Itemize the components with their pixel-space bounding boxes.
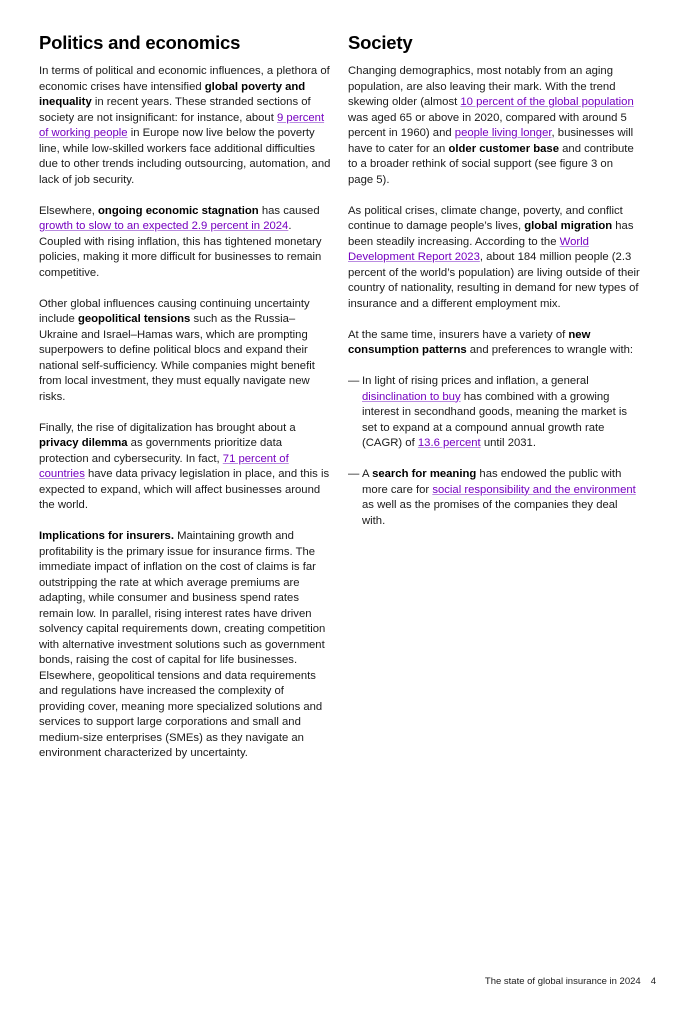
paragraph-implications <box>39 529 331 762</box>
text: , businesses will have to cater for an <box>348 127 634 155</box>
paragraph-geopolitical <box>39 297 331 406</box>
text: such as the Russia–Ukraine and Israel–Hamas wars, which are prompting superpowers to define political blocs and expand their national self-sufficiency. While companies might benefit from local investment, they must equally navigate new risks. <box>39 313 315 403</box>
dash-bullet: — <box>348 375 360 387</box>
link-working-people[interactable]: 9 percent of working people <box>39 111 325 139</box>
text: In light of rising prices and inflation, a general <box>362 375 589 387</box>
list-item-disinclination <box>348 374 640 452</box>
dash-bullet: — <box>348 468 360 480</box>
text: in Europe now live below the poverty line, while low-skilled workers face additional difficulties due to other trends including outsourcing, automation, and lack of job security. <box>39 127 331 186</box>
section-heading-politics: Politics and economics <box>39 32 241 53</box>
text: was aged 65 or above in 2020, compared with around 5 percent in 1960) and <box>348 111 627 139</box>
text: as well as the promises of the companies they deal with. <box>362 499 618 527</box>
section-heading-society: Society <box>348 32 413 53</box>
text: , about 184 million people (2.3 percent of the world’s population) are living outside of their country of nationality, resulting in demand for new types of insurance and a different employment mix. <box>348 251 640 310</box>
link-social-responsibility[interactable]: social responsibility and the environment <box>432 483 636 496</box>
text: and preferences to wrangle with: <box>466 344 634 356</box>
text: At the same time, insurers have a variety of <box>348 328 569 341</box>
page-number: 4 <box>650 976 656 987</box>
text: and contribute to a broader rethink of social support (see figure 3 on page 5). <box>348 142 634 186</box>
bold-text: privacy dilemma <box>39 437 128 449</box>
text: Changing demographics, most notably from an aging population, are also leaving their mark. With the trend skewing older (almost <box>348 65 616 108</box>
link-privacy-countries[interactable]: 71 percent of countries <box>39 452 289 480</box>
link-world-development-report[interactable]: World Development Report 2023 <box>348 235 589 263</box>
footer-title: The state of global insurance in 2024 <box>484 976 641 987</box>
page-footer <box>485 976 656 987</box>
bold-text: global migration <box>524 220 613 232</box>
paragraph-migration <box>348 204 640 313</box>
text: as governments prioritize data protection and cybersecurity. In fact, <box>39 437 283 465</box>
link-global-population[interactable]: 10 percent of the global population <box>460 96 634 108</box>
text: has been steadily increasing. According to the <box>348 220 634 248</box>
link-growth-forecast[interactable]: growth to slow to an expected 2.9 percent in 2024 <box>39 220 289 232</box>
bold-text: search for meaning <box>372 468 477 480</box>
bold-text: geopolitical tensions <box>77 313 191 325</box>
text: Finally, the rise of digitalization has brought about a <box>39 421 296 434</box>
paragraph-poverty <box>39 64 331 188</box>
link-people-living-longer[interactable]: people living longer <box>454 127 552 139</box>
text: has combined with a growing interest in secondhand goods, meaning the market is set to expand at a compound annual growth rate (CAGR) of <box>362 390 628 449</box>
paragraph-privacy <box>39 421 331 514</box>
link-disinclination-to-buy[interactable]: disinclination to buy <box>362 390 461 403</box>
paragraph-demographics <box>348 64 640 188</box>
bold-text: Implications for insurers. <box>39 530 174 542</box>
right-column <box>348 32 640 545</box>
bold-text: older customer base <box>448 142 559 155</box>
paragraph-consumption <box>348 328 640 359</box>
list-item-meaning <box>348 467 640 529</box>
text: until 2031. <box>480 437 536 449</box>
text: As political crises, climate change, poverty, and conflict continue to damage people’s lives, <box>348 204 623 232</box>
text: A <box>362 468 373 480</box>
left-column <box>39 32 331 777</box>
text: . Coupled with rising inflation, this has tightened monetary policies, making it more difficult for businesses to remain competitive. <box>39 220 322 279</box>
bold-text: global poverty and inequality <box>39 80 306 108</box>
text: in recent years. These stranded sections of society are not insignificant: for instance, about <box>39 96 311 124</box>
text: has caused <box>258 204 320 217</box>
text: has endowed the public with more care for <box>362 468 622 496</box>
text: Elsewhere, <box>39 204 99 217</box>
paragraph-stagnation <box>39 204 331 282</box>
bold-text: new consumption patterns <box>348 328 591 356</box>
text: Other global influences causing continuing uncertainty include <box>39 297 310 325</box>
text: have data privacy legislation in place, and this is expected to expand, which will affect businesses around the world. <box>39 468 330 511</box>
text: Maintaining growth and profitability is the primary issue for insurance firms. The immediate impact of inflation on the cost of claims is far outstripping the rate at which average premiums are adapting, while consumer and business spend rates remain low. In parallel, rising interest rates have driven solvency capital requirements down, creating competition with alternative investment solutions such as government bonds, raising the cost of capital for life businesses. Elsewhere, geopolitical tensions and data requirements and regulations have increased the complexity of providing cover, meaning more specialized solutions and services to support large corporations and small and medium-size enterprises (SMEs) as they navigate an environment characterized by uncertainty. <box>39 530 326 759</box>
text: In terms of political and economic influences, a plethora of economic crises have intensified <box>39 65 330 93</box>
bold-text: ongoing economic stagnation <box>98 204 259 217</box>
link-cagr[interactable]: 13.6 percent <box>417 437 481 449</box>
